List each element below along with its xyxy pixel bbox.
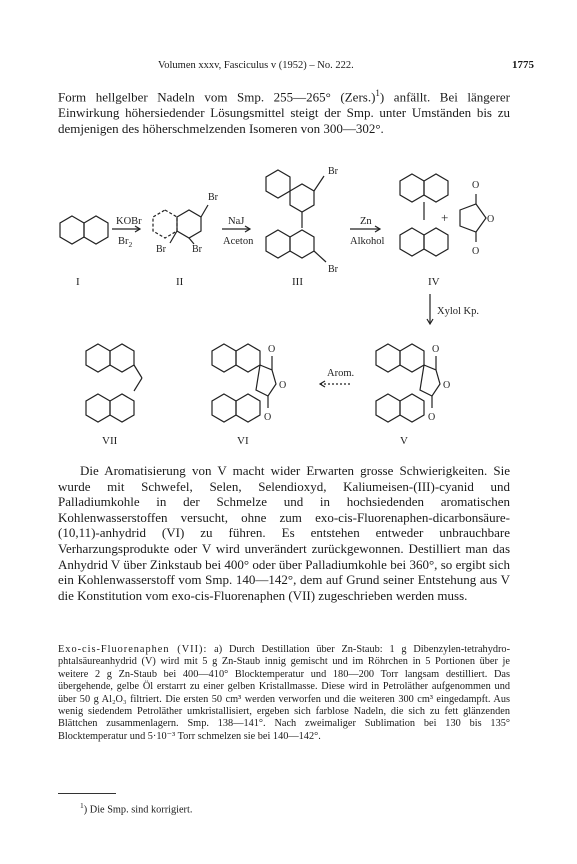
footnote-reference: 1 (375, 88, 380, 98)
label-compound-vi: VI (237, 435, 249, 447)
label-compound-vii: VII (102, 435, 118, 447)
running-header: Volumen xxxv, Fasciculus v (1952) – No. 222. (158, 60, 354, 71)
atom-o-vi-bottom: O (264, 412, 272, 423)
experimental-body: a) Durch Destillation über Zn-Staub: 1 g Dibenzylen-tetrahydro-phtalsäureanhydrid (V) wird mit 5 g Zn-Staub innig gemischt und im Röhrchen in 5 Portionen über je weitere 2 g Zn-Staub bei 400—410° Blocktemperatur und 180—200 Torr langsam destilliert. Das übergehende, gelbe Öl erstarrt zu einer gelben Kristallmasse. Diese wird in Petroläther aufgenommen und über 50 g Al₂O₃ filtriert. Die ersten 50 cm³ werden verworfen und die weiteren 300 cm³ eingedampft. Aus wenig siedendem Petroläther umkristallisiert, ergeben sich farblose Nadeln, die sich zu fett glänzenden Blättchen zusammenlagern. Smp. 138—141°. Nach zweimaliger Sublimation bei 130 bis 135° Blocktemperatur und 5·10⁻³ Torr schmelzen sie bei 140—142°. (58, 644, 510, 742)
atom-br-ii-a: Br (208, 192, 218, 203)
reagent-naj: NaJ (228, 216, 245, 227)
footnote (80, 801, 192, 815)
atom-br-iii-b: Br (328, 264, 338, 275)
atom-o-v-ring: O (443, 380, 451, 391)
atom-o-vi-ring: O (279, 380, 287, 391)
svg-text:Br2 (118, 236, 133, 249)
compound-i-structure (60, 216, 108, 244)
reagent-zn: Zn (360, 216, 372, 227)
footnote-rule (58, 793, 116, 794)
reagent-kobr: KOBr (116, 216, 142, 227)
atom-br-iii-a: Br (328, 166, 338, 177)
paragraph2-text: Die Aromatisierung von V macht wider Erwarten grosse Schwierigkeiten. Sie wurde mit Schwefel, Selen, Selendioxyd, Kaliumeisen-(III)-cyanid und Palladiumkohle in der Schmelze und in hochsiedenden aromatischen Kohlenwasserstoffen versucht, ohne zum exo-cis-Fluorenaphen-dicarbonsäure-(10,11)-anhydrid (VI) zu führen. Es entstehen entweder unbrauchbare Verharzungsprodukte oder V wird unverändert zurückgewonnen. Destilliert man das Anhydrid V über Zinkstaub bei 400° oder über Palladiumkohle bei 360°, so ergibt sich ein Kohlenwasserstoff vom Smp. 140—142°, dem auf Grund seiner Entstehung aus V die Konstitution vom exo-cis-Fluorenaphen (VII) zugeschrieben werden muss. (58, 463, 510, 603)
experimental-title: Exo-cis-Fluorenaphen (VII): (58, 644, 208, 655)
compound-v-structure (376, 344, 440, 422)
compound-vii-structure (86, 344, 142, 422)
atom-o-maleic-top: O (472, 180, 480, 191)
page-number: 1775 (512, 59, 534, 71)
atom-br-ii-b: Br (156, 244, 166, 255)
footnote-text: ) Die Smp. sind korrigiert. (83, 804, 193, 816)
maleic-anhydride-structure (460, 194, 486, 242)
label-compound-iv: IV (428, 276, 440, 288)
atom-o-maleic-bottom: O (472, 246, 480, 257)
reagent-aceton: Aceton (223, 236, 254, 247)
reagent-br2: Br (118, 236, 129, 247)
reagent-alkohol: Alkohol (350, 236, 385, 247)
reagent-br2-subscript: 2 (128, 240, 133, 249)
compound-iii-structure (266, 170, 326, 262)
paragraph1-part2: ) anfällt. Bei längerer Einwirkung höhersiedender Lösungsmittel steigt der Smp. unter Umständen bis zu demjenigen des höherschmelzenden Isomeren von 300—302°. (58, 89, 510, 136)
atom-br-ii-c: Br (192, 244, 202, 255)
paragraph1-part1: Form hellgelber Nadeln vom Smp. 255—265° (Zers.) (58, 89, 376, 105)
atom-o-maleic-ring: O (487, 214, 495, 225)
label-compound-i: I (76, 276, 80, 288)
label-compound-ii: II (176, 276, 184, 288)
paragraph-aromatisierung (58, 463, 510, 603)
paragraph-continuation (58, 86, 510, 136)
compound-vi-structure (212, 344, 276, 422)
atom-o-vi-top: O (268, 344, 276, 355)
footnote-marker: 1 (80, 801, 84, 810)
plus-sign: + (441, 210, 449, 225)
experimental-section (58, 644, 510, 743)
reagent-arom: Arom. (327, 368, 355, 379)
atom-o-v-bottom: O (428, 412, 436, 423)
label-compound-v: V (400, 435, 408, 447)
label-compound-iii: III (292, 276, 303, 288)
compound-ii-structure (153, 205, 208, 244)
atom-o-v-top: O (432, 344, 440, 355)
reaction-scheme (40, 158, 530, 453)
reagent-xylol: Xylol Kp. (437, 306, 479, 317)
